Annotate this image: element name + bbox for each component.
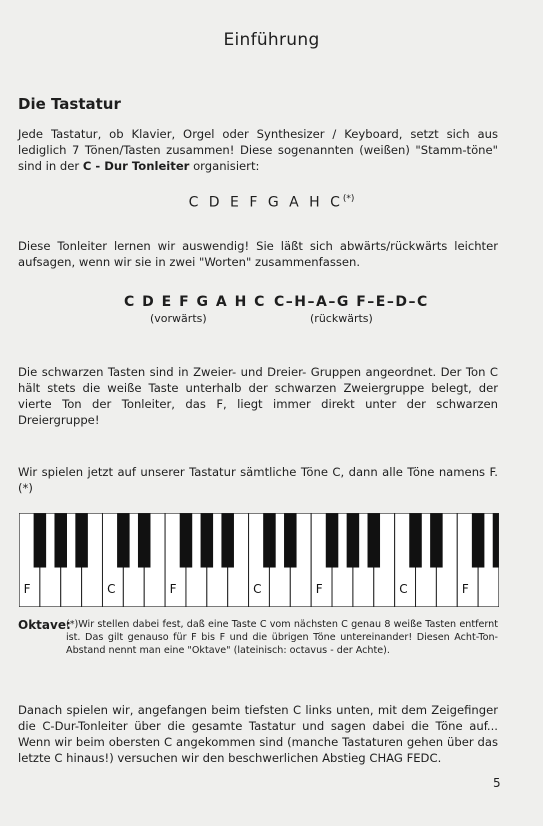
key-label: C — [253, 582, 262, 596]
page-number: 5 — [493, 776, 501, 790]
black-key — [54, 513, 67, 568]
oktave-label: Oktave: — [18, 618, 71, 632]
intro-text-1: Jede Tastatur, ob Klavier, Orgel oder Synthesizer / Keyboard, setzt sich aus lediglich 7 Tönen/Tasten zusammen! Diese sogenannten (weißen) "Stamm-töne" sind in der — [18, 127, 498, 173]
section-heading: Die Tastatur — [18, 95, 121, 113]
black-key — [430, 513, 443, 568]
black-key — [493, 513, 499, 568]
learn-paragraph: Diese Tonleiter lernen wir auswendig! Sie läßt sich abwärts/rückwärts leichter aufsagen, wenn wir sie in zwei "Worten" zusammenfassen. — [18, 239, 498, 269]
intro-text-2: organisiert: — [189, 159, 260, 173]
piano-keyboard — [19, 513, 499, 607]
black-key — [34, 513, 47, 568]
c-major-scale — [0, 194, 543, 211]
intro-paragraph — [18, 126, 498, 174]
black-key — [263, 513, 276, 568]
oktave-explanation: (*)Wir stellen dabei fest, daß eine Taste C vom nächsten C genau 8 weiße Tasten entfernt ist. Das gilt genauso für F bis F und die übrigen Töne untereinander! Diesen Acht-Ton-Abstand nennt man eine "Oktave" (lateinisch: octavus - der Achte). — [66, 619, 498, 656]
backward-label: (rückwärts) — [310, 312, 373, 325]
backward-notes: C–H–A–G F–E–D–C — [274, 294, 429, 310]
key-label: F — [23, 582, 31, 596]
black-key — [138, 513, 151, 568]
key-label: F — [461, 582, 469, 596]
black-keys-paragraph: Die schwarzen Tasten sind in Zweier- und Dreier- Gruppen angeordnet. Der Ton C hält stets die weiße Taste unterhalb der schwarzen Zweiergruppe belegt, der vierte Ton der Tonleiter, das F, liegt immer direkt unter der schwarzen Dreiergruppe! — [18, 365, 498, 427]
closing-paragraph: Danach spielen wir, angefangen beim tiefsten C links unten, mit dem Zeigefinger die C-Dur-Tonleiter über die gesamte Tastatur und sagen dabei die Töne auf... Wenn wir beim obersten C angekommen sind (manche Tastaturen gehen über das letzte C hinaus!) versuchen wir den beschwerlichen Abstieg CHAG FEDC. — [18, 703, 498, 765]
black-key — [75, 513, 88, 568]
key-label: F — [315, 582, 323, 596]
black-key — [368, 513, 381, 568]
black-key — [472, 513, 485, 568]
intro-bold-scale: C - Dur Tonleiter — [82, 159, 190, 173]
forward-notes: C D E F G A H C — [124, 294, 266, 310]
play-paragraph: Wir spielen jetzt auf unserer Tastatur sämtliche Töne C, dann alle Töne namens F.(*) — [18, 465, 498, 495]
scale-marker: (*) — [342, 194, 355, 204]
black-key — [221, 513, 234, 568]
black-key — [409, 513, 422, 568]
black-key — [201, 513, 214, 568]
black-key — [284, 513, 297, 568]
scale-notes: C D E F G A H C — [188, 194, 343, 211]
page-title: Einführung — [223, 30, 320, 50]
forward-label: (vorwärts) — [150, 312, 207, 325]
black-key — [180, 513, 193, 568]
key-label: C — [399, 582, 408, 596]
key-label: F — [169, 582, 177, 596]
black-key — [326, 513, 339, 568]
black-key — [347, 513, 360, 568]
key-label: C — [107, 582, 116, 596]
black-key — [117, 513, 130, 568]
